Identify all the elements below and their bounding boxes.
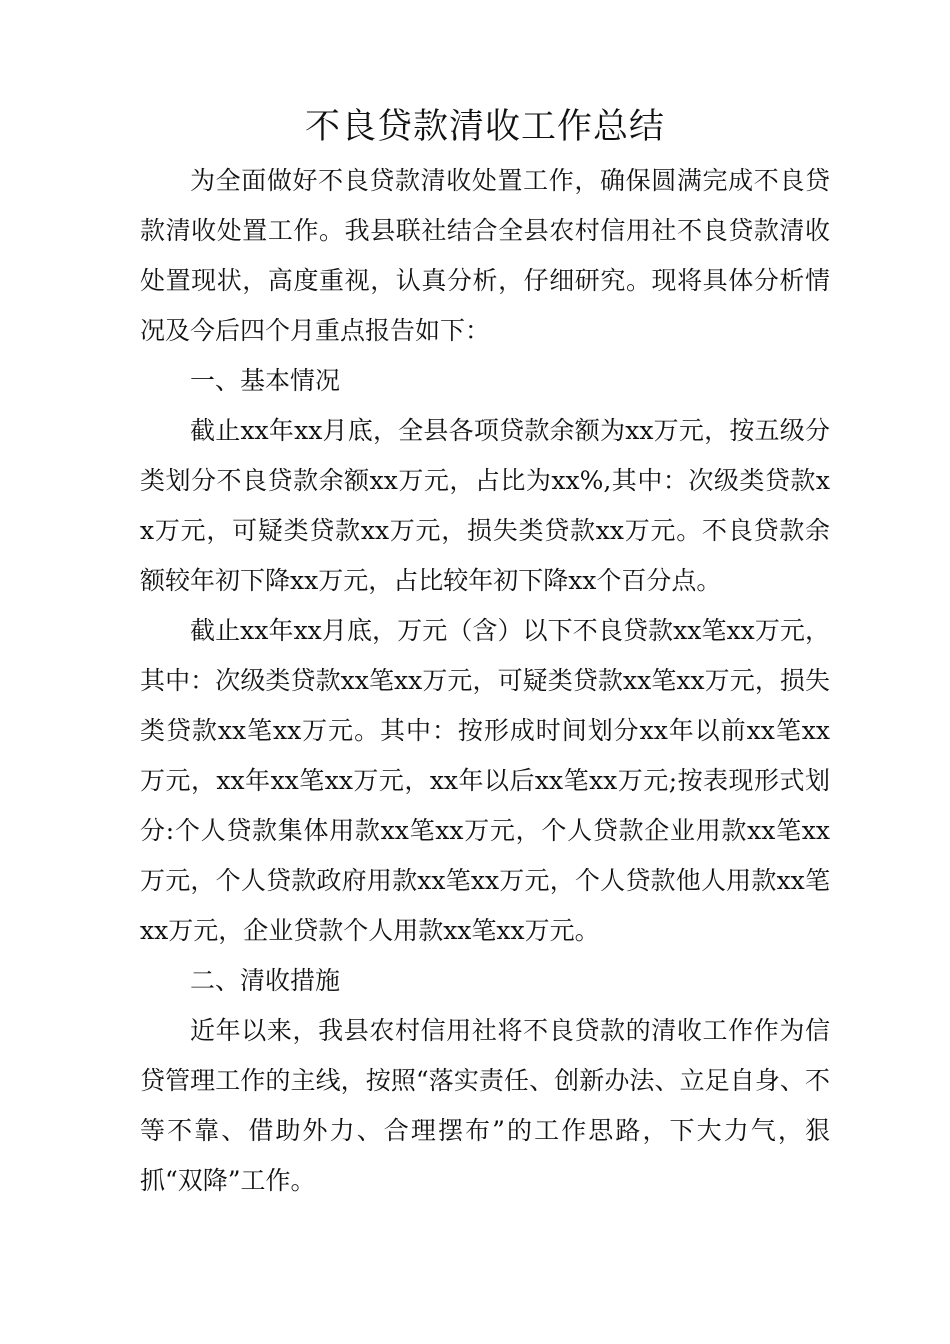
- intro-paragraph: 为全面做好不良贷款清收处置工作，确保圆满完成不良贷款清收处置工作。我县联社结合全县农村信用社不良贷款清收处置现状，高度重视，认真分析，仔细研究。现将具体分析情况及今后四个月重点报告如下：: [140, 166, 830, 345]
- document-title: 不良贷款清收工作总结: [304, 107, 665, 147]
- document-page: [140, 98, 830, 1206]
- section-heading-basic-situation: 一、基本情况: [190, 366, 341, 395]
- basic-situation-paragraph-1: 截止xx年xx月底，全县各项贷款余额为xx万元，按五级分类划分不良贷款余额xx万元，占比为xx%,其中：次级类贷款xx万元，可疑类贷款xx万元，损失类贷款xx万元。不良贷款余额较年初下降xx万元，占比较年初下降xx个百分点。: [140, 416, 830, 595]
- section-heading-collection-measures: 二、清收措施: [190, 966, 341, 995]
- basic-situation-paragraph-2: 截止xx年xx月底，万元（含）以下不良贷款xx笔xx万元，其中：次级类贷款xx笔xx万元，可疑类贷款xx笔xx万元，损失类贷款xx笔xx万元。其中：按形成时间划分xx年以前xx笔xx万元，xx年xx笔xx万元，xx年以后xx笔xx万元;按表现形式划分:个人贷款集体用款xx笔xx万元，个人贷款企业用款xx笔xx万元，个人贷款政府用款xx笔xx万元，个人贷款他人用款xx笔xx万元，企业贷款个人用款xx笔xx万元。: [140, 616, 830, 945]
- collection-measures-paragraph-1: 近年以来，我县农村信用社将不良贷款的清收工作作为信贷管理工作的主线，按照“落实责任、创新办法、立足自身、不等不靠、借助外力、合理摆布”的工作思路，下大力气，狠抓“双降”工作。: [140, 1016, 830, 1195]
